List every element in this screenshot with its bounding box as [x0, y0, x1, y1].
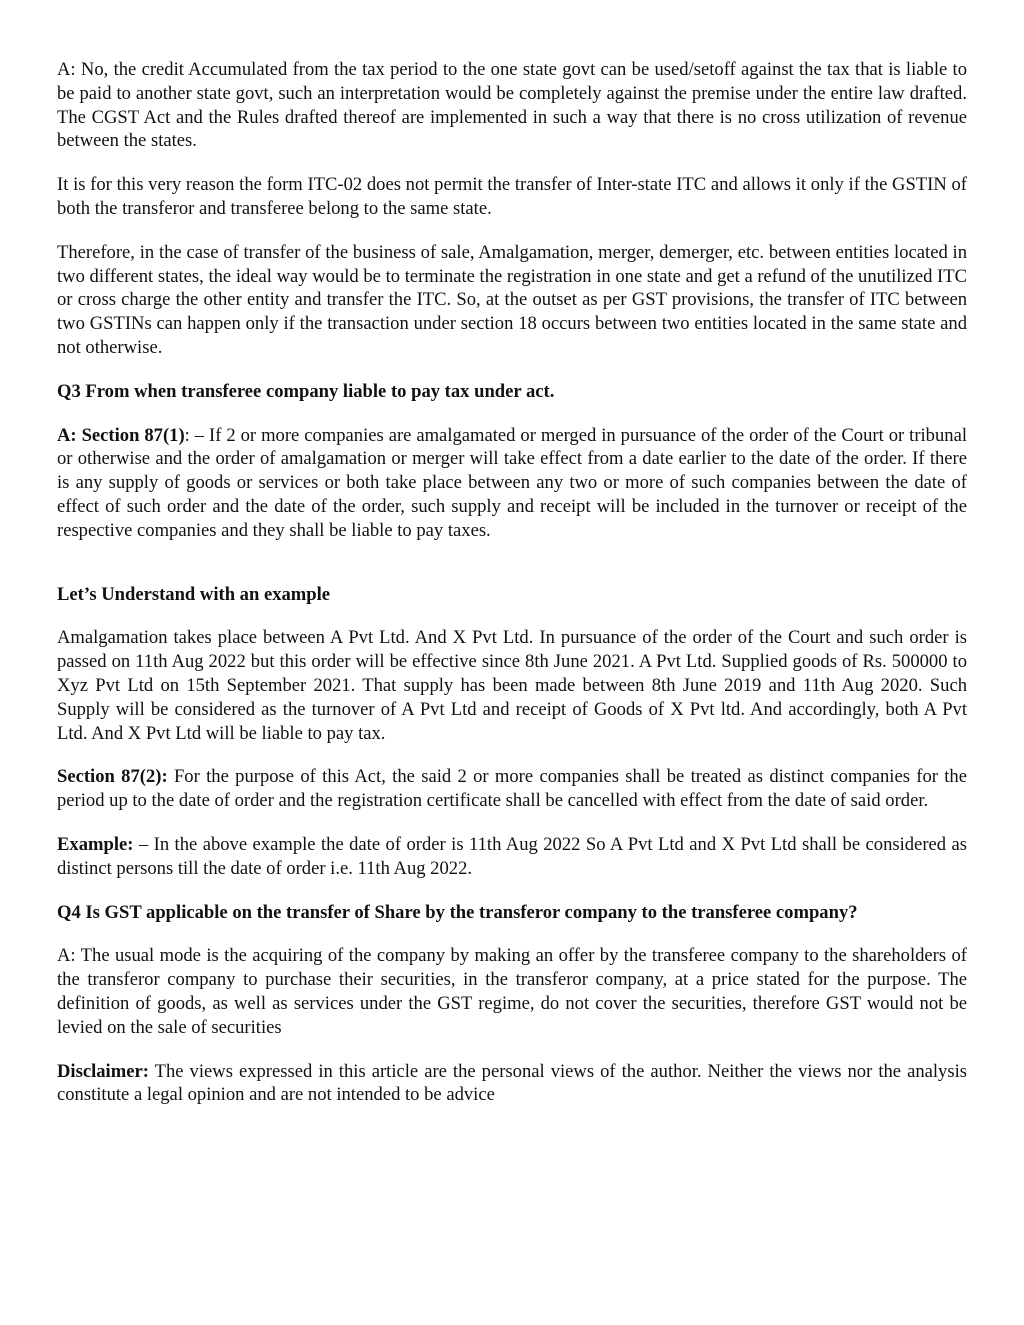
paragraph-itc-02-form: It is for this very reason the form ITC-02 does not permit the transfer of Inter-state ITC and allows it only if the GSTIN of both the transferor and transferee belong to the same state. — [57, 174, 967, 219]
disclaimer-label: Disclaimer: — [57, 1060, 149, 1082]
q3-heading: Q3 From when transferee company liable to pay tax under act. — [57, 380, 555, 402]
disclaimer-paragraph — [57, 1060, 967, 1108]
example-2-paragraph — [57, 833, 967, 881]
example-heading: Let’s Understand with an example — [57, 583, 331, 605]
q3-answer — [57, 424, 967, 543]
paragraph-itc-cross-state: A: No, the credit Accumulated from the tax period to the one state govt can be used/setoff against the tax that is liable to be paid to another state govt, such an interpretation would be completely against the premise under the entire law drafted. The CGST Act and the Rules drafted thereof are implemented in such a way that there is no cross utilization of revenue between the states. — [57, 59, 967, 152]
example-paragraph: Amalgamation takes place between A Pvt Ltd. And X Pvt Ltd. In pursuance of the order of the Court and such order is passed on 11th Aug 2022 but this order will be effective since 8th June 2021. A Pvt Ltd. Supplied goods of Rs. 500000 to Xyz Pvt Ltd on 15th September 2021. That supply has been made between 8th June 2019 and 11th Aug 2020. Such Supply will be considered as the turnover of A Pvt Ltd and receipt of Goods of X Pvt ltd. And accordingly, both A Pvt Ltd. And X Pvt Ltd will be liable to pay tax. — [57, 627, 967, 744]
section-87-2-text: For the purpose of this Act, the said 2 or more companies shall be treated as distinct companies for the period up to the date of order and the registration certificate shall be cancelled with effect from the date of said order. — [57, 766, 967, 812]
section-87-2-label: Section 87(2): — [57, 766, 168, 788]
example-2-label: Example: — [57, 833, 134, 855]
q3-answer-label: A: Section 87(1) — [57, 424, 185, 446]
section-87-2-paragraph — [57, 765, 967, 813]
disclaimer-text: The views expressed in this article are the personal views of the author. Neither the views nor the analysis constitute a legal opinion and are not intended to be advice — [57, 1060, 967, 1106]
q4-heading: Q4 Is GST applicable on the transfer of Share by the transferor company to the transferee company? — [57, 901, 858, 923]
paragraph-transfer-between-states: Therefore, in the case of transfer of the business of sale, Amalgamation, merger, demerger, etc. between entities located in two different states, the ideal way would be to terminate the registration in one state and get a refund of the unutilized ITC or cross charge the other entity and transfer the ITC. So, at the outset as per GST provisions, the transfer of ITC between two GSTINs can happen only if the transaction under section 18 occurs between two entities located in the same state and not otherwise. — [57, 241, 967, 358]
q4-answer: A: The usual mode is the acquiring of the company by making an offer by the transferee company to the shareholders of the transferor company to purchase their securities, in the transferor company, at a price stated for the purpose. The definition of goods, as well as services under the GST regime, do not cover the securities, therefore GST would not be levied on the sale of securities — [57, 945, 967, 1038]
example-2-text: – In the above example the date of order is 11th Aug 2022 So A Pvt Ltd and X Pvt Ltd shall be considered as distinct persons till the date of order i.e. 11th Aug 2022. — [57, 833, 967, 879]
q3-answer-text: : – If 2 or more companies are amalgamated or merged in pursuance of the order of the Court or tribunal or otherwise and the order of amalgamation or merger will take effect from a date earlier to the date of the order. If there is any supply of goods or services or both take place between any two or more of such companies between the date of effect of such order and the date of the order, such supply and receipt will be included in the turnover or receipt of the respective companies and they shall be liable to pay taxes. — [57, 424, 967, 541]
